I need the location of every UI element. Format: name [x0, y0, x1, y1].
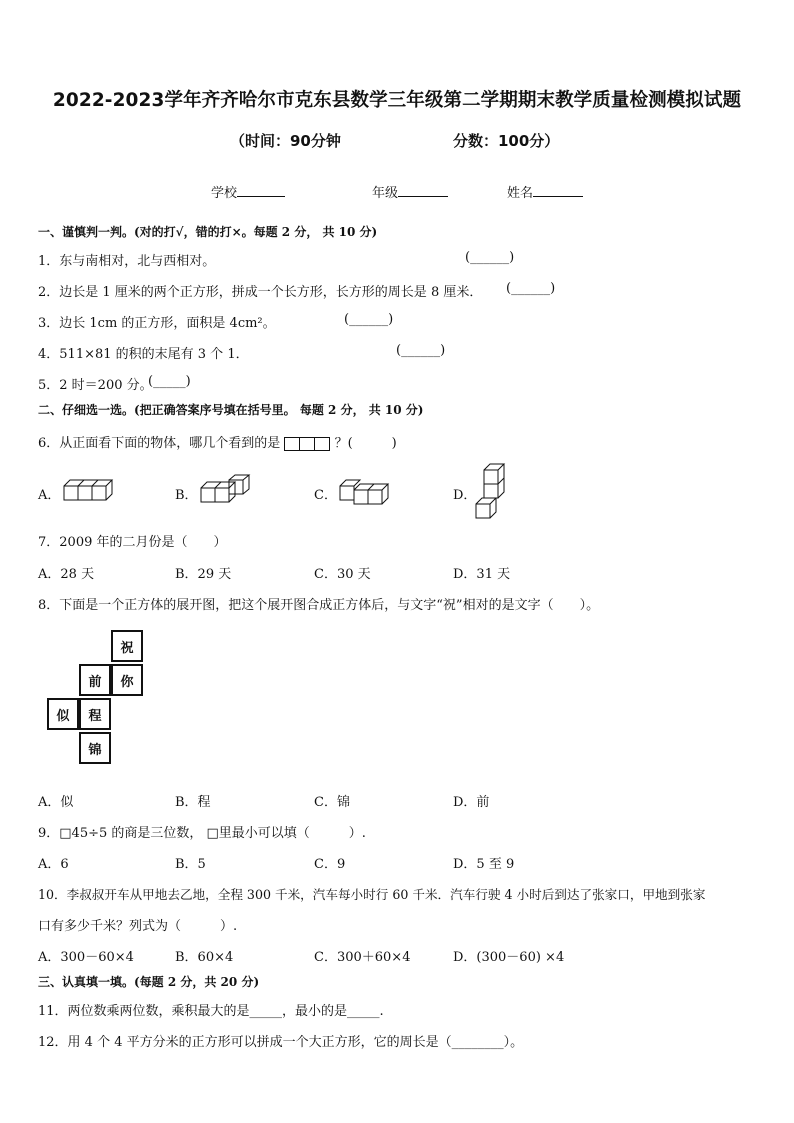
net-cell-qian: 前 [79, 664, 111, 696]
question-6-tail: ？( ) [334, 436, 397, 451]
name-label: 姓名 [507, 186, 534, 201]
question-4: 4．511×81 的积的末尾有 3 个 1． [38, 347, 249, 362]
front-view-icon [284, 437, 330, 451]
name-field [507, 182, 583, 201]
q9-option-d[interactable]: D．5 至 9 [453, 857, 515, 872]
section-2-title: 二、仔细选一选。(把正确答案序号填在括号里。 每题 2 分， 共 10 分) [38, 403, 424, 417]
q6-option-c-label[interactable]: C． [314, 488, 337, 503]
q6-option-a-label[interactable]: A． [38, 488, 61, 503]
q6-option-d-label[interactable]: D． [453, 488, 477, 503]
net-cell-zhu: 祝 [111, 630, 143, 662]
answer-blank-2[interactable]: (______) [506, 281, 556, 296]
q9-option-a[interactable]: A．6 [38, 857, 69, 872]
question-2: 2．边长是 1 厘米的两个正方形，拼成一个长方形，长方形的周长是 8 厘米． [38, 285, 483, 300]
grade-blank[interactable] [398, 184, 448, 197]
question-8: 8．下面是一个正方体的展开图，把这个展开图合成正方体后，与文字“祝”相对的是文字（ ）。 [38, 598, 600, 613]
section-1-title: 一、谨慎判一判。(对的打√，错的打×。每题 2 分， 共 10 分) [38, 225, 378, 239]
grade-field [372, 182, 448, 201]
page-title: 2022-2023学年齐齐哈尔市克东县数学三年级第二学期期末教学质量检测模拟试题 [52, 90, 742, 111]
answer-blank-3[interactable]: (______) [344, 312, 394, 327]
q8-option-b[interactable]: B．程 [175, 795, 211, 810]
q9-option-c[interactable]: C．9 [314, 857, 346, 872]
grade-label: 年级 [372, 186, 399, 201]
q10-option-c[interactable]: C．300＋60×4 [314, 950, 411, 965]
answer-blank-5[interactable]: (_____) [148, 374, 191, 389]
question-3: 3．边长 1cm 的正方形，面积是 4cm²。 [38, 316, 276, 331]
question-1: 1．东与南相对，北与西相对。 [38, 254, 216, 269]
net-cell-jin: 锦 [79, 732, 111, 764]
answer-blank-4[interactable]: (______) [396, 343, 446, 358]
q10-option-d[interactable]: D．(300－60) ×4 [453, 950, 565, 965]
name-blank[interactable] [533, 184, 583, 197]
question-10-line-1: 10．李叔叔开车从甲地去乙地，全程 300 千米，汽车每小时行 60 千米．汽车行驶 4 小时后到达了张家口，甲地到张家 [38, 887, 706, 902]
cube-column-d-icon [474, 462, 508, 522]
q8-option-a[interactable]: A．似 [38, 795, 74, 810]
school-label: 学校 [211, 186, 238, 201]
answer-blank-1[interactable]: (______) [465, 250, 515, 265]
exam-time: （时间：90分钟 [230, 132, 341, 150]
cube-net-diagram [45, 630, 147, 770]
school-blank[interactable] [237, 184, 285, 197]
question-11: 11．两位数乘两位数，乘积最大的是_____，最小的是_____. [38, 1004, 384, 1019]
q8-option-d[interactable]: D．前 [453, 795, 490, 810]
question-7: 7．2009 年的二月份是（ ） [38, 535, 227, 550]
school-field [211, 182, 285, 201]
q7-option-a[interactable]: A．28 天 [38, 567, 95, 582]
question-5: 5．2 时＝200 分。 [38, 378, 153, 393]
section-3-title: 三、认真填一填。(每题 2 分，共 20 分) [38, 975, 260, 989]
question-10-line-2: 口有多少千米？列式为（ ）. [38, 919, 238, 934]
question-9: 9．□45÷5 的商是三位数， □里最小可以填（ ）. [38, 826, 366, 841]
exam-score: 分数：100分） [453, 132, 560, 150]
question-12: 12．用 4 个 4 平方分米的正方形可以拼成一个大正方形，它的周长是（________）。 [38, 1035, 524, 1050]
cube-step-b-icon [199, 474, 255, 506]
net-cell-cheng: 程 [79, 698, 111, 730]
q7-option-c[interactable]: C．30 天 [314, 567, 371, 582]
question-6 [38, 432, 397, 451]
q7-option-b[interactable]: B．29 天 [175, 567, 232, 582]
net-cell-ni: 你 [111, 664, 143, 696]
q6-option-b-label[interactable]: B． [175, 488, 198, 503]
cube-row-a-icon [62, 478, 122, 504]
q7-option-d[interactable]: D．31 天 [453, 567, 511, 582]
q10-option-a[interactable]: A．300－60×4 [38, 950, 134, 965]
q9-option-b[interactable]: B．5 [175, 857, 206, 872]
net-cell-si: 似 [47, 698, 79, 730]
cube-row-c-icon [338, 478, 394, 508]
q8-option-c[interactable]: C．锦 [314, 795, 350, 810]
question-6-text: 6．从正面看下面的物体，哪几个看到的是 [38, 436, 281, 451]
q10-option-b[interactable]: B．60×4 [175, 950, 234, 965]
